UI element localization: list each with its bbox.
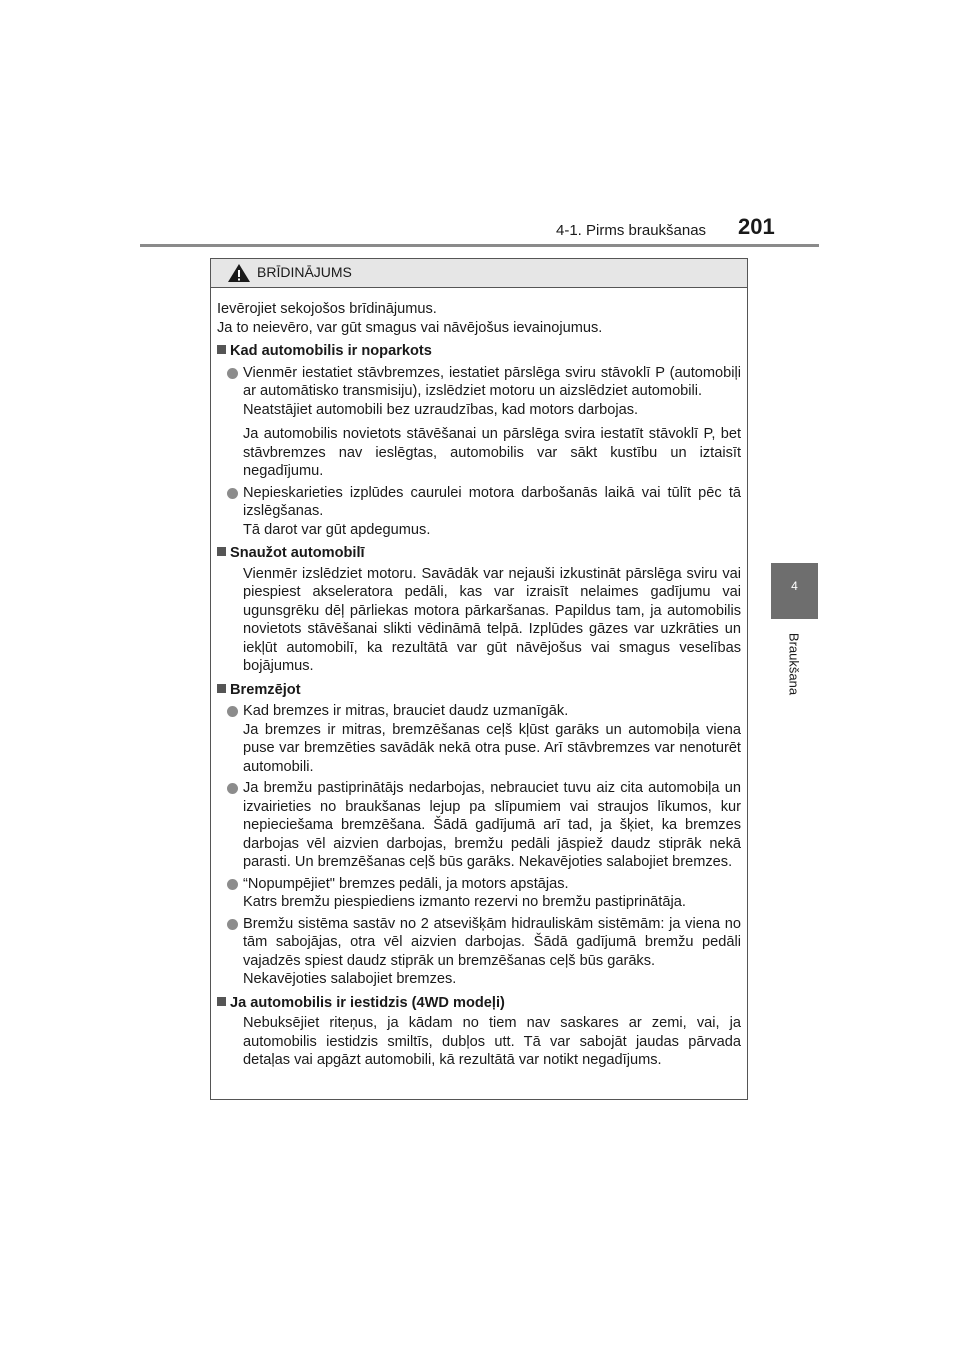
section-square-icon — [217, 547, 226, 556]
list-item — [217, 779, 741, 872]
section-square-icon — [217, 684, 226, 693]
header-section-title: 4-1. Pirms braukšanas — [556, 222, 707, 239]
section-title-text: Kad automobilis ir noparkots — [230, 343, 432, 359]
bullet-dot-icon — [227, 783, 238, 794]
bullet-paragraph: Vienmēr iestatiet stāvbremzes, iestatiet pārslēga sviru stāvoklī P (automobiļi ar automātisko transmisiju), izslēdziet motoru un aizslēdziet automobili. Neatstājiet automobili bez uzraudzības, kad motors darbojas. — [243, 364, 741, 418]
section-title-text: Bremzējot — [230, 681, 301, 698]
bullet-paragraph: Bremžu sistēma sastāv no 2 atsevišķām hidrauliskām sistēmām: ja viena no tām sabojājas, otra vēl aizvien darbojas. Šādā gadījumā bremžu pedāli vajadzēs spiest daudz stiprāk un bremzēšanas ceļš būs garāks. Nekavējoties salabojiet bremzes. — [243, 915, 741, 987]
bullet-paragraph: Ja automobilis novietots stāvēšanai un pārslēga svira iestatīt stāvoklī P, bet stāvbremzes nav ieslēgtas, automobilis var sākt kustību un iztaisīt negadījumu. — [243, 426, 741, 479]
section-paragraph: Vienmēr izslēdziet motoru. Savādāk var nejauši izkustināt pārslēga sviru vai piespiest akseleratora pedāli, kas var izraisīt nelaimes gadījumu vai ugunsgrēku dēļ pārliekas motora pārkaršanas. Papildus tam, ja automobilis novietots stāvēšanai slikti vēdināmā telpā. Izplūdes gāzes var uzkrāties un iekļūt automobilī, ka rezultātā var gūt nāvējošus vai smagus veselības bojājumus. — [243, 565, 741, 674]
bullet-list — [217, 702, 741, 989]
bullet-dot-icon — [227, 368, 238, 379]
section-square-icon — [217, 997, 226, 1006]
bullet-paragraph: Kad bremzes ir mitras, brauciet daudz uzmanīgāk. Ja bremzes ir mitras, bremzēšanas ceļš kļūst garāks un automobiļa viena puse var bremzēties savādāk nekā otra puse. Arī stāvbremzes var nenoturēt automobili. — [243, 703, 741, 775]
page-number: 201 — [738, 214, 775, 239]
list-item — [217, 702, 741, 776]
bullet-paragraph: Ja bremžu pastiprinātājs nedarbojas, nebrauciet tuvu aiz cita automobiļa un izvairieties no braukšanas lejup pa slīpumiem vai straujos līkumos, kur nepieciešama bremzēšana. Šādā gadījumā arī tad, ja šķiet, ka bremzes darbojas vēl aizvien darbojas, bremžu pedāli jāspiež daudz stiprāk nekā parasti. Un bremzēšanas ceļš būs garāks. Nekavējoties salabojiet bremzes. — [243, 780, 741, 870]
warning-title: BRĪDINĀJUMS — [257, 264, 352, 280]
list-item — [217, 364, 741, 481]
list-item — [217, 875, 741, 912]
chapter-tab — [771, 563, 818, 619]
chapter-tab-number: 4 — [791, 579, 798, 593]
intro-line: Ja to neievēro, var gūt smagus vai nāvējošus ievainojumus. — [217, 319, 603, 336]
header-rule — [140, 244, 819, 247]
bullet-list — [217, 364, 741, 540]
warning-header — [211, 259, 747, 288]
list-item — [217, 484, 741, 540]
section-title — [217, 994, 741, 1013]
intro-line: Ievērojiet sekojošos brīdinājumus. — [217, 301, 437, 317]
section-title — [217, 544, 741, 563]
section-title-text: Snaužot automobilī — [230, 545, 365, 561]
warning-intro — [217, 300, 741, 337]
chapter-tab-label: Braukšana — [786, 632, 802, 696]
bullet-paragraph: Nepieskarieties izplūdes caurulei motora darbošanās laikā vai tūlīt pēc tā izslēgšanas. Tā darot var gūt apdegumus. — [243, 484, 741, 538]
bullet-dot-icon — [227, 879, 238, 890]
bullet-dot-icon — [227, 919, 238, 930]
section-title — [217, 342, 741, 361]
warning-body — [217, 300, 741, 1070]
warning-box — [210, 258, 748, 1100]
list-item — [217, 915, 741, 989]
bullet-dot-icon — [227, 706, 238, 717]
warning-triangle-icon — [227, 263, 251, 283]
section-square-icon — [217, 345, 226, 354]
section-paragraph: Nebuksējiet riteņus, ja kādam no tiem nav saskares ar zemi, vai, ja automobilis iestidzis smiltīs, dubļos utt. Tā var sabojāt jaudas pārvada detaļas vai apgāzt automobili, kā rezultātā var notikt negadījums. — [243, 1015, 741, 1068]
bullet-paragraph: “Nopumpējiet" bremzes pedāli, ja motors apstājas. Katrs bremžu piespiediens izmanto rezervi no bremžu pastiprinātāja. — [243, 875, 686, 910]
section-title-text: Ja automobilis ir iestidzis (4WD modeļi) — [230, 994, 505, 1011]
bullet-dot-icon — [227, 488, 238, 499]
section-title — [217, 681, 741, 700]
